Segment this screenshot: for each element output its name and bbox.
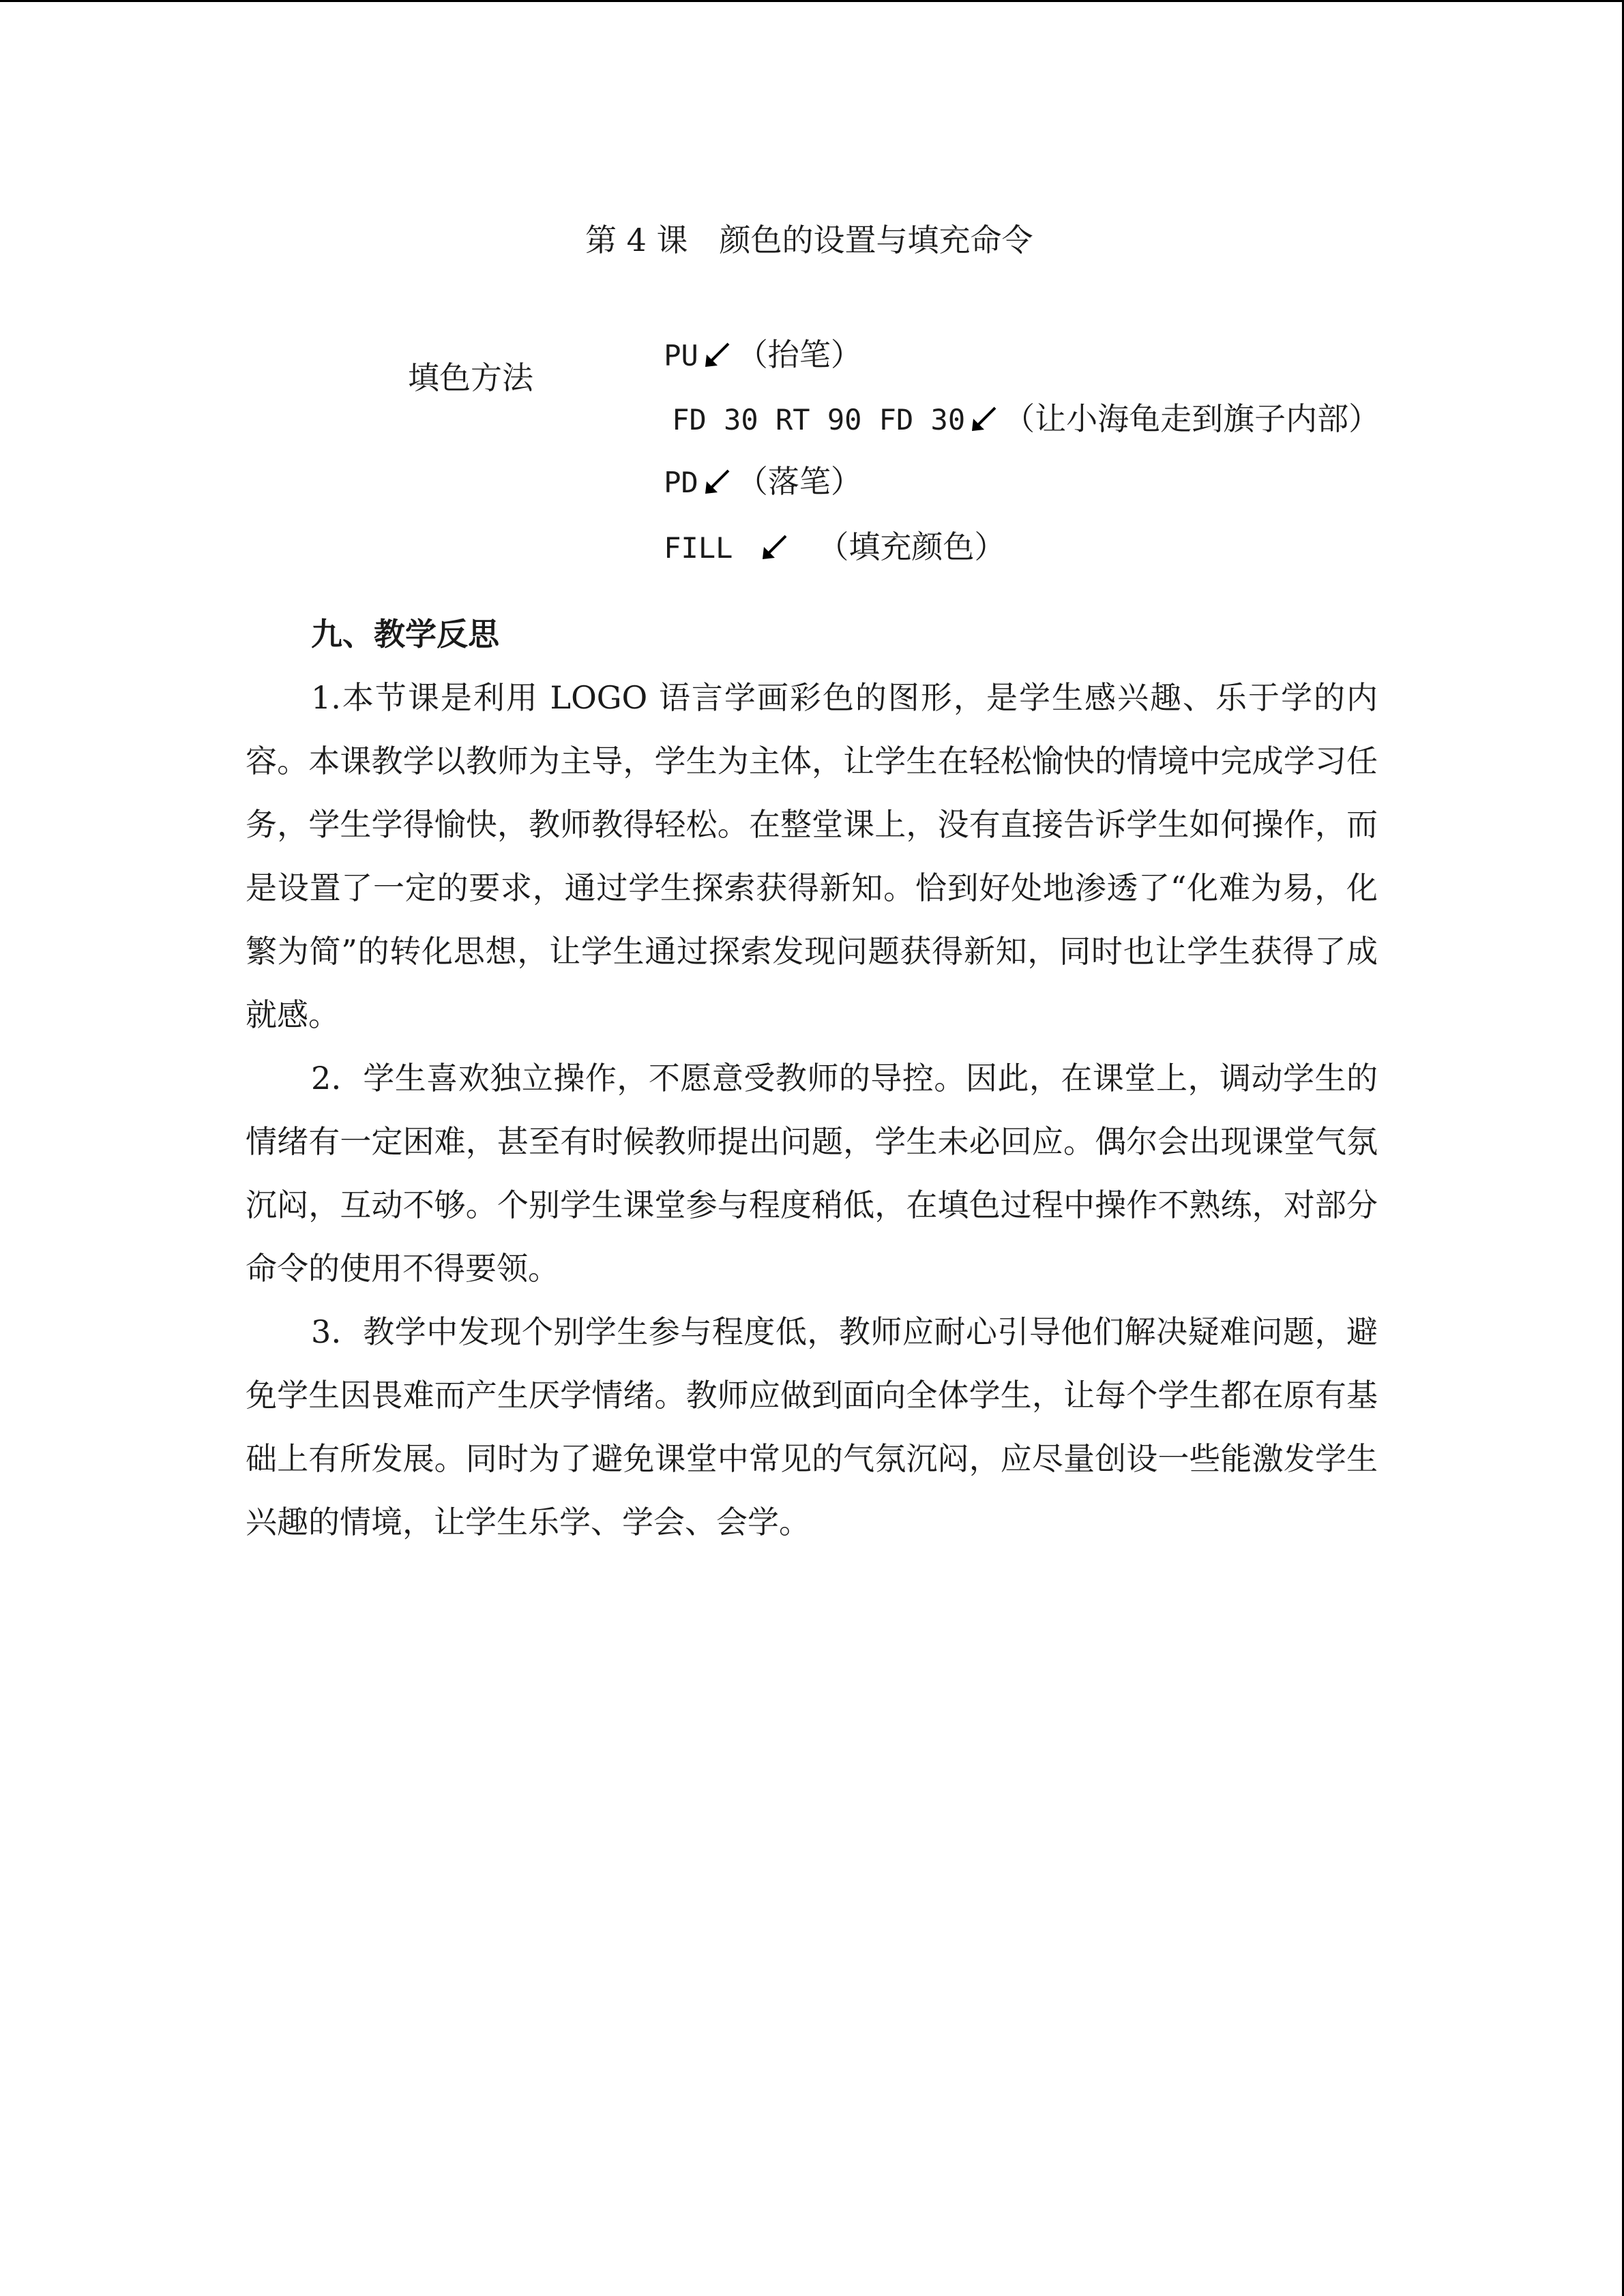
lesson-title: 第 4 课 颜色的设置与填充命令 — [585, 222, 1033, 258]
command-pd: PD — [664, 466, 698, 499]
section-heading-reflection: 九、教学反思 — [311, 616, 499, 653]
note-pd: （落笔） — [736, 463, 862, 500]
command-line-fill — [644, 486, 1005, 569]
reflection-paragraph-1: 1.本节课是利用 LOGO 语言学画彩色的图形，是学生感兴趣、乐于学的内容。本课教学以教师为主导，学生为主体，让学生在轻松愉快的情境中完成学习任务，学生学得愉快，教师教得轻松。在整堂课上，没有直接告诉学生如何操作，而是设置了一定的要求，通过学生探索获得新知。恰到好处地渗透了“化难为易，化繁为简”的转化思想，让学生通过探索发现问题获得新知，同时也让学生获得了成就感。 — [246, 679, 1378, 1033]
page-border-top — [0, 0, 1624, 2]
note-fill: （填充颜色） — [817, 528, 1006, 565]
reflection-paragraph-2: 2．学生喜欢独立操作，不愿意受教师的导控。因此，在课堂上，调动学生的情绪有一定困难，甚至有时候教师提出问题，学生未必回应。偶尔会出现课堂气氛沉闷，互动不够。个别学生课堂参与程度稍低，在填色过程中操作不熟练，对部分命令的使用不得要领。 — [246, 1060, 1378, 1287]
reflection-paragraph-3: 3．教学中发现个别学生参与程度低，教师应耐心引导他们解决疑难问题，避免学生因畏难而产生厌学情绪。教师应做到面向全体学生，让每个学生都在原有基础上有所发展。同时为了避免课堂中常见的气氛沉闷，应尽量创设一些能激发学生兴趣的情境，让学生乐学、学会、会学。 — [246, 1313, 1378, 1540]
command-move: FD 30 RT 90 FD 30 — [672, 403, 966, 436]
command-pu: PU — [664, 339, 698, 372]
note-move: （让小海龟走到旗子内部） — [1003, 400, 1381, 437]
return-arrow-icon — [760, 532, 790, 562]
note-pu: （抬笔） — [736, 336, 862, 373]
command-fill: FILL — [664, 531, 733, 565]
return-arrow-icon — [969, 404, 999, 434]
fill-method-label: 填色方法 — [408, 359, 533, 396]
